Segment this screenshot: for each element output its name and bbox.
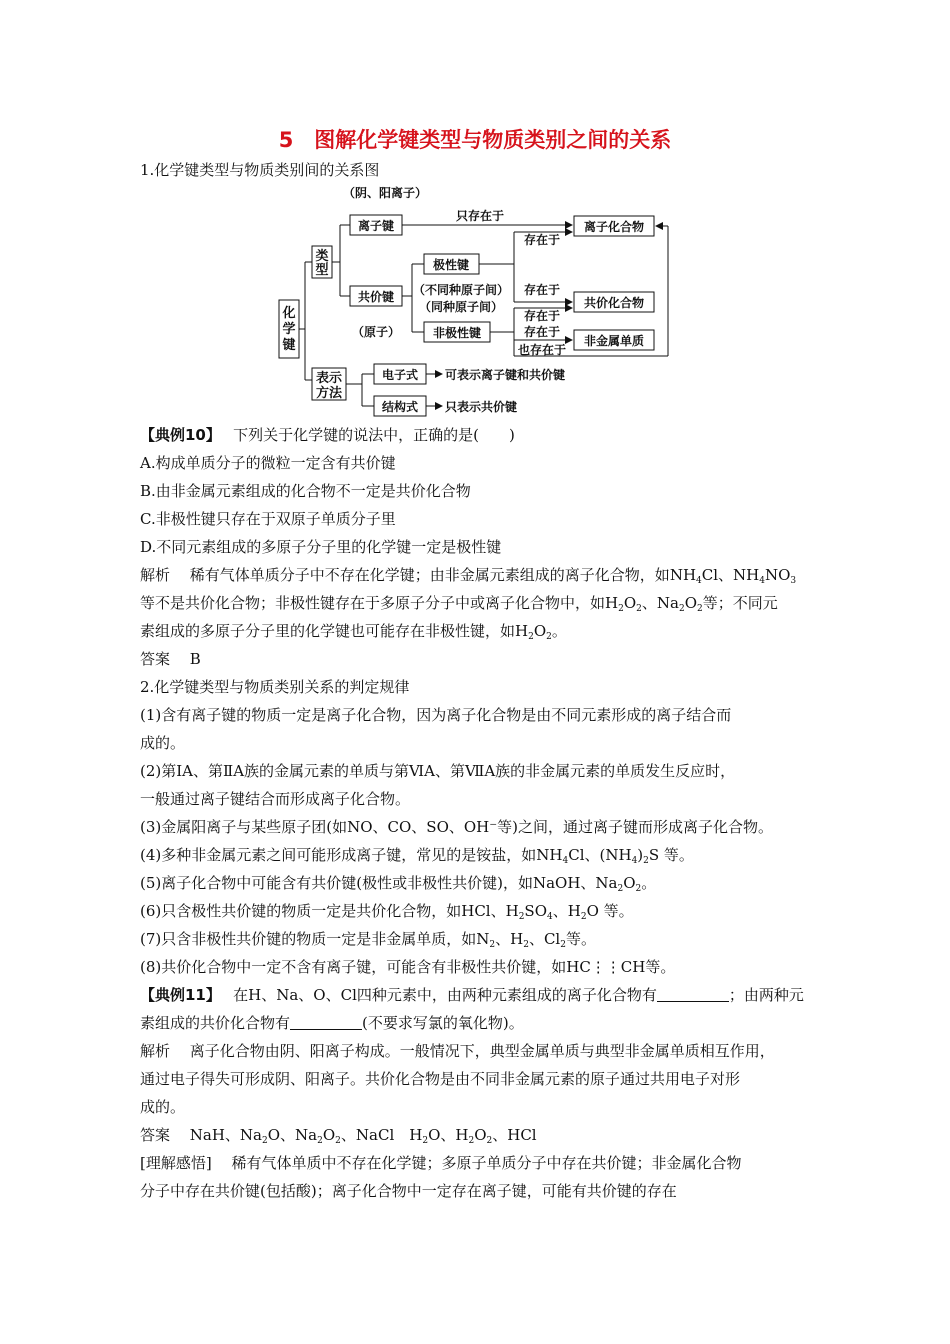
exists-in-d-label: 存在于 (523, 325, 561, 339)
example11-analysis-line3: 成的。 (140, 1098, 186, 1116)
root-label-1: 化 (282, 306, 296, 321)
exists-in-b-label: 存在于 (523, 283, 561, 297)
example11-q2: 素组成的共价化合物有 (140, 1014, 291, 1032)
ionic-note: （阴、阳离子） (342, 186, 428, 200)
rule6: (6)只含极性共价键的物质一定是共价化合物，如HCl、$H_2SO_4$、$H_2O$ 等。 (140, 902, 634, 922)
nonpolar-bond-label: 非极性键 (432, 326, 482, 340)
rule4: (4)多种非金属元素之间可能形成离子键，常见的是铵盐，如$NH_4Cl$、$(NH_4)_2S$ 等。 (140, 846, 694, 866)
covalent-compound-label: 共价化合物 (583, 296, 645, 310)
answer-label: 答案 (140, 650, 171, 668)
insight-text-1: 稀有气体单质中不存在化学键；多原子单质分子中存在共价键；非金属化合物 (231, 1154, 742, 1172)
example10-tag: 【典例10】 (140, 426, 214, 444)
example10-option-a: A.构成单质分子的微粒一定含有共价键 (140, 454, 396, 472)
ionic-bond-label: 离子键 (357, 219, 395, 233)
rule3: (3)金属阳离子与某些原子团(如NO、CO、SO、OH⁻等)之间，通过离子键而形成离子化合物。 (140, 818, 774, 836)
analysis-text-3: 素组成的多原子分子里的化学键也可能存在非极性键，如 (140, 622, 516, 640)
example11-analysis-label: 解析 (140, 1042, 171, 1060)
section2-heading: 2.化学键类型与物质类别关系的判定规律 (140, 678, 410, 696)
rule2-line1: (2)第ⅠA、第ⅡA族的金属元素的单质与第ⅥA、第ⅦA族的非金属元素的单质发生反应时， (140, 762, 736, 780)
ionic-compound-label: 离子化合物 (583, 220, 645, 234)
example10-analysis-line2: 等不是共价化合物；非极性键存在于多原子分子中或离子化合物中，如$H_2O_2$、$Na_2O_2$等；不同元 (140, 594, 778, 614)
example11-answer-label: 答案 (140, 1126, 171, 1144)
example10-analysis-line3: 素组成的多原子分子里的化学键也可能存在非极性键，如$H_2O_2$。 (140, 622, 567, 642)
example11-line1 (140, 985, 830, 1005)
root-label-3: 键 (282, 338, 296, 353)
repr-label-1: 表示 (315, 371, 343, 386)
rule6-text: (6)只含极性共价键的物质一定是共价化合物，如 (140, 902, 462, 920)
repr-label-2: 方法 (315, 386, 343, 401)
example10-question-line (140, 425, 830, 445)
example11-q1b: ；由两种元 (728, 986, 804, 1004)
answer-value: B (189, 650, 201, 668)
electron-formula-label: 电子式 (381, 368, 419, 382)
rule2-line2: 一般通过离子键结合而形成离子化合物。 (140, 790, 411, 808)
example11-answer: 答案 NaH、$Na_2O$、$Na_2O_2$、NaCl $H_2O$、$H_2O_2$、HCl (140, 1126, 537, 1146)
analysis-text-2: 等不是共价化合物；非极性键存在于多原子分子中或离子化合物中，如 (140, 594, 606, 612)
example10-answer (140, 649, 830, 669)
bond-classification-diagram (0, 180, 950, 420)
electron-desc-label: 可表示离子键和共价键 (445, 368, 566, 382)
answer-blank-2[interactable] (290, 1015, 362, 1030)
example10-option-d: D.不同元素组成的多原子分子里的化学键一定是极性键 (140, 538, 502, 556)
diff-atoms-label: （不同种原子间） (412, 283, 510, 297)
rule5: (5)离子化合物中可能含有共价键(极性或非极性共价键)，如NaOH、$Na_2O_2$。 (140, 874, 657, 894)
exists-in-a-label: 存在于 (523, 233, 561, 247)
example10-analysis-line1: 解析 稀有气体单质分子中不存在化学键；由非金属元素组成的离子化合物，如$NH_4Cl$、$NH_4NO_3$ (140, 566, 797, 586)
covalent-bond-label: 共价键 (357, 290, 395, 304)
rule8: (8)共价化合物中一定不含有离子键，可能含有非极性共价键，如HC⋮⋮CH等。 (140, 958, 676, 976)
same-atoms-label: （同种原子间） (418, 300, 504, 314)
rule1-line1: (1)含有离子键的物质一定是离子化合物，因为离子化合物是由不同元素形成的离子结合而 (140, 706, 732, 724)
page-title: 5 图解化学键类型与物质类别之间的关系 (278, 128, 672, 152)
nonmetal-element-label: 非金属单质 (583, 334, 645, 348)
insight-line1 (140, 1153, 830, 1173)
example10-option-c: C.非极性键只存在于双原子单质分子里 (140, 510, 396, 528)
rule7: (7)只含非极性共价键的物质一定是非金属单质，如$N_2$、$H_2$、$Cl_2$等。 (140, 930, 596, 950)
rule7-text: (7)只含非极性共价键的物质一定是非金属单质，如 (140, 930, 477, 948)
example10-question: 下列关于化学键的说法中，正确的是( ) (233, 426, 515, 444)
rule1-line2: 成的。 (140, 734, 186, 752)
example11-tag: 【典例11】 (140, 986, 214, 1004)
example11-analysis-line2: 通过电子得失可形成阴、阳离子。共价化合物是由不同非金属元素的原子通过共用电子对形 (140, 1070, 741, 1088)
analysis-text-1: 稀有气体单质分子中不存在化学键；由非金属元素组成的离子化合物，如 (189, 566, 670, 584)
example11-analysis-line1 (140, 1041, 830, 1061)
atom-note: （原子） (351, 325, 401, 339)
example11-q2b: (不要求写氯的氧化物)。 (362, 1014, 524, 1032)
example11-q1: 在H、Na、O、Cl四种元素中，由两种元素组成的离子化合物有 (233, 986, 657, 1004)
rule4-text: (4)多种非金属元素之间可能形成离子键，常见的是铵盐，如 (140, 846, 537, 864)
analysis-label: 解析 (140, 566, 171, 584)
polar-bond-label: 极性键 (432, 258, 470, 272)
rule5-text: (5)离子化合物中可能含有共价键(极性或非极性共价键)，如 (140, 874, 533, 892)
example11-line2 (140, 1013, 830, 1033)
types-label-2: 型 (315, 263, 329, 278)
insight-tag: [理解感悟] (140, 1154, 212, 1172)
types-label-1: 类 (315, 249, 329, 264)
also-exists-in-label: 也存在于 (517, 343, 567, 357)
only-exists-in-label: 只存在于 (455, 209, 505, 223)
answer-blank-1[interactable] (657, 987, 729, 1002)
example11-analysis-1: 离子化合物由阴、阳离子构成。一般情况下，典型金属单质与典型非金属单质相互作用， (189, 1042, 775, 1060)
structure-formula-label: 结构式 (381, 400, 419, 414)
example10-option-b: B.由非金属元素组成的化合物不一定是共价化合物 (140, 482, 471, 500)
root-label-2: 学 (282, 322, 296, 337)
insight-line2: 分子中存在共价键(包括酸)；离子化合物中一定存在离子键，可能有共价键的存在 (140, 1182, 677, 1200)
exists-in-c-label: 存在于 (523, 309, 561, 323)
structure-desc-label: 只表示共价键 (445, 400, 518, 414)
section1-heading: 1.化学键类型与物质类别间的关系图 (140, 161, 380, 179)
